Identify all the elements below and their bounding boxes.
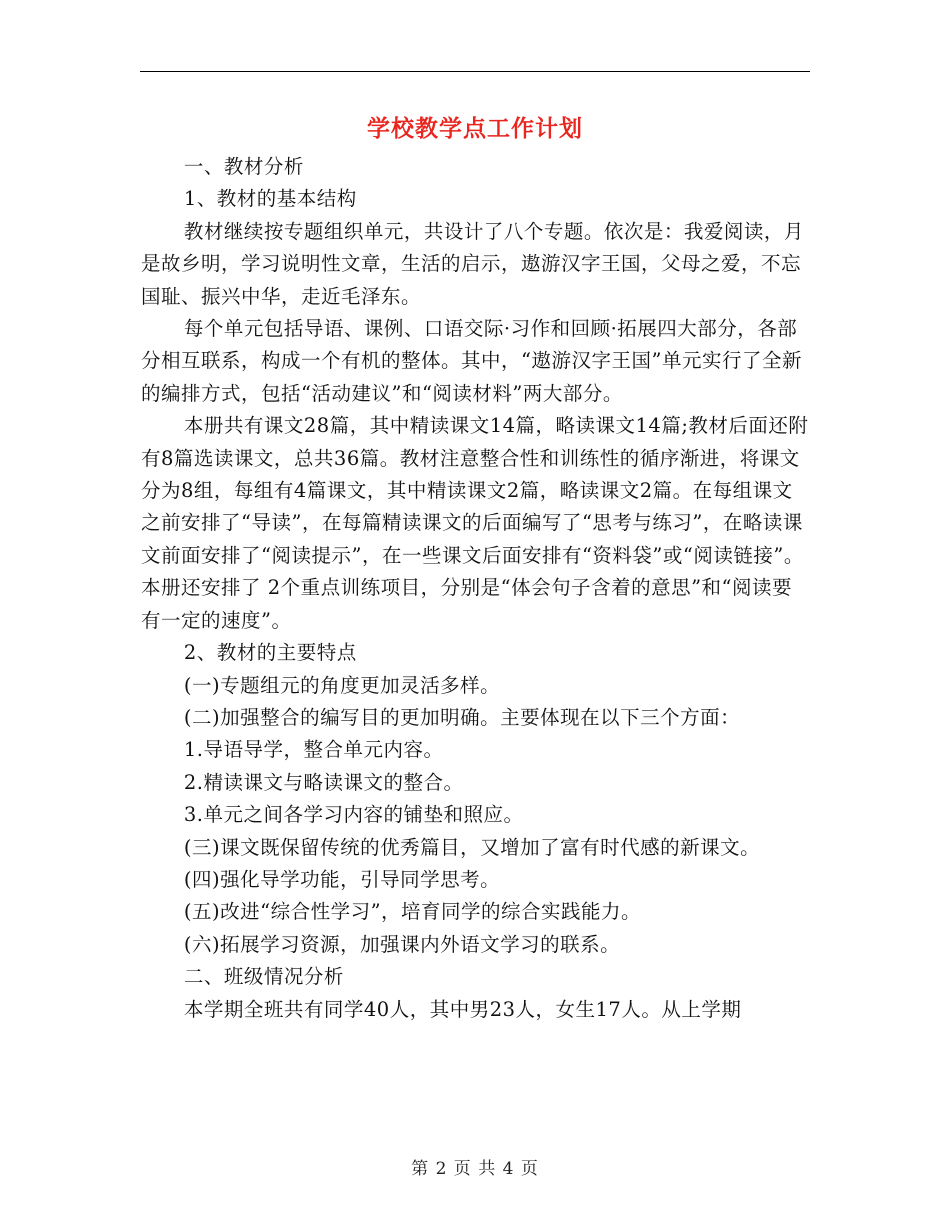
paragraph: 教材继续按专题组织单元，共设计了八个专题。依次是：我爱阅读，月是故乡明，学习说明性文章，生活的启示，遨游汉字王国，父母之爱，不忘国耻、振兴中华，走近毛泽东。 bbox=[141, 219, 804, 308]
list-item: (一)专题组元的角度更加灵活多样。 bbox=[183, 673, 501, 697]
list-item: (二)加强整合的编写目的更加明确。主要体现在以下三个方面： bbox=[183, 705, 741, 729]
document-body bbox=[141, 151, 811, 1026]
section-heading: 二、班级情况分析 bbox=[183, 965, 344, 989]
header-rule bbox=[140, 71, 810, 72]
page-number-footer: 第 2 页 共 4 页 bbox=[411, 1159, 539, 1179]
section-heading: 一、教材分析 bbox=[183, 155, 304, 178]
list-item: (三)课文既保留传统的优秀篇目，又增加了富有时代感的新课文。 bbox=[183, 835, 761, 859]
list-item: (四)强化导学功能，引导同学思考。 bbox=[183, 867, 501, 891]
list-item: 3.单元之间各学习内容的铺垫和照应。 bbox=[183, 803, 524, 827]
subsection-heading: 1、教材的基本结构 bbox=[183, 187, 357, 211]
paragraph: 本学期全班共有同学40人，其中男23人，女生17人。从上学期 bbox=[183, 997, 742, 1021]
list-item: 2.精读课文与略读课文的整合。 bbox=[183, 770, 464, 794]
list-item: (六)拓展学习资源，加强课内外语文学习的联系。 bbox=[183, 932, 621, 956]
paragraph: 每个单元包括导语、课例、口语交际·习作和回顾·拓展四大部分，各部分相互联系，构成一个有机的整体。其中，“遨游汉字王国”单元实行了全新的编排方式，包括“活动建议”和“阅读材料”两大部分。 bbox=[141, 317, 802, 405]
list-item: (五)改进“综合性学习”，培育同学的综合实践能力。 bbox=[183, 900, 642, 924]
subsection-heading: 2、教材的主要特点 bbox=[183, 641, 357, 665]
paragraph: 本册共有课文28篇，其中精读课文14篇，略读课文14篇;教材后面还附有8篇选读课文，总共36篇。教材注意整合性和训练性的循序渐进，将课文分为8组，每组有4篇课文，其中精读课文2篇，略读课文2篇。在每组课文之前安排了“导读”，在每篇精读课文的后面编写了“思考与练习”，在略读课文前面安排了“阅读提示”，在一些课文后面安排有“资料袋”或“阅读链接”。本册还安排了 2个重点训练项目，分别是“体会句子含着的意思”和“阅读要有一定的速度”。 bbox=[141, 414, 809, 632]
document-title: 学校教学点工作计划 bbox=[367, 115, 583, 142]
list-item: 1.导语导学，整合单元内容。 bbox=[183, 738, 444, 762]
